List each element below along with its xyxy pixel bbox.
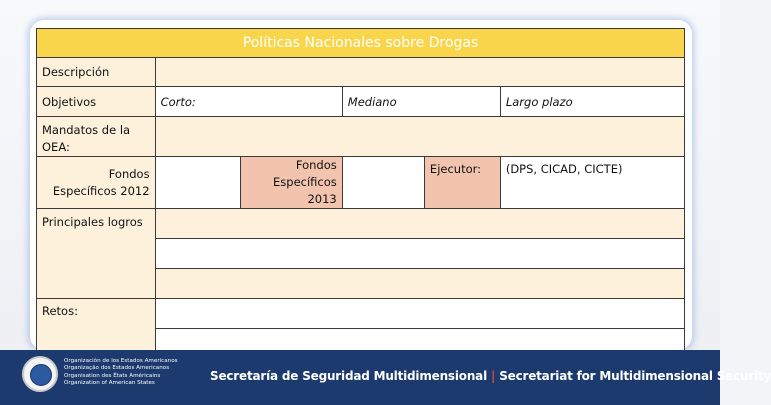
footer-title	[210, 369, 771, 383]
objetivos-label: Objetivos	[37, 87, 156, 117]
fondos-2012-label: Fondos Específicos 2012	[37, 157, 156, 209]
table-title: Políticas Nacionales sobre Drogas	[37, 29, 685, 58]
org-name-en: Organization of American States	[64, 379, 155, 386]
fondos-2013-label: Fondos Específicos 2013	[240, 157, 342, 209]
objetivo-largo[interactable]: Largo plazo	[500, 87, 684, 117]
footer-separator: |	[491, 369, 496, 383]
org-name-fr: Organisation des États Américains	[64, 372, 161, 379]
fondos-2012-field[interactable]	[155, 157, 240, 209]
org-name-pt: Organização dos Estados Americanos	[64, 365, 170, 372]
retos-row-1[interactable]	[155, 299, 684, 329]
oas-seal-icon	[22, 356, 58, 392]
footer-title-en: Secretariat for Multidimensional Security	[499, 369, 771, 383]
logros-row-2[interactable]	[155, 239, 684, 269]
logros-label: Principales logros	[37, 209, 156, 299]
org-name-es: Organización de los Estados Americanos	[64, 358, 178, 364]
org-names	[64, 358, 204, 387]
logros-row-3[interactable]	[155, 269, 684, 299]
policy-table	[36, 28, 685, 359]
logros-row-1[interactable]	[155, 209, 684, 239]
mandatos-field[interactable]	[155, 117, 684, 157]
ejecutor-value[interactable]: (DPS, CICAD, CICTE)	[500, 157, 684, 209]
objetivo-corto[interactable]: Corto:	[155, 87, 342, 117]
descripcion-label: Descripción	[37, 58, 156, 87]
footer-title-es: Secretaría de Seguridad Multidimensional	[210, 369, 487, 383]
ejecutor-label: Ejecutor:	[424, 157, 500, 209]
mandatos-label: Mandatos de la OEA:	[37, 117, 156, 157]
retos-label: Retos:	[37, 299, 156, 359]
objetivo-mediano[interactable]: Mediano	[342, 87, 500, 117]
descripcion-field[interactable]	[155, 58, 684, 87]
fondos-2013-field[interactable]	[342, 157, 424, 209]
